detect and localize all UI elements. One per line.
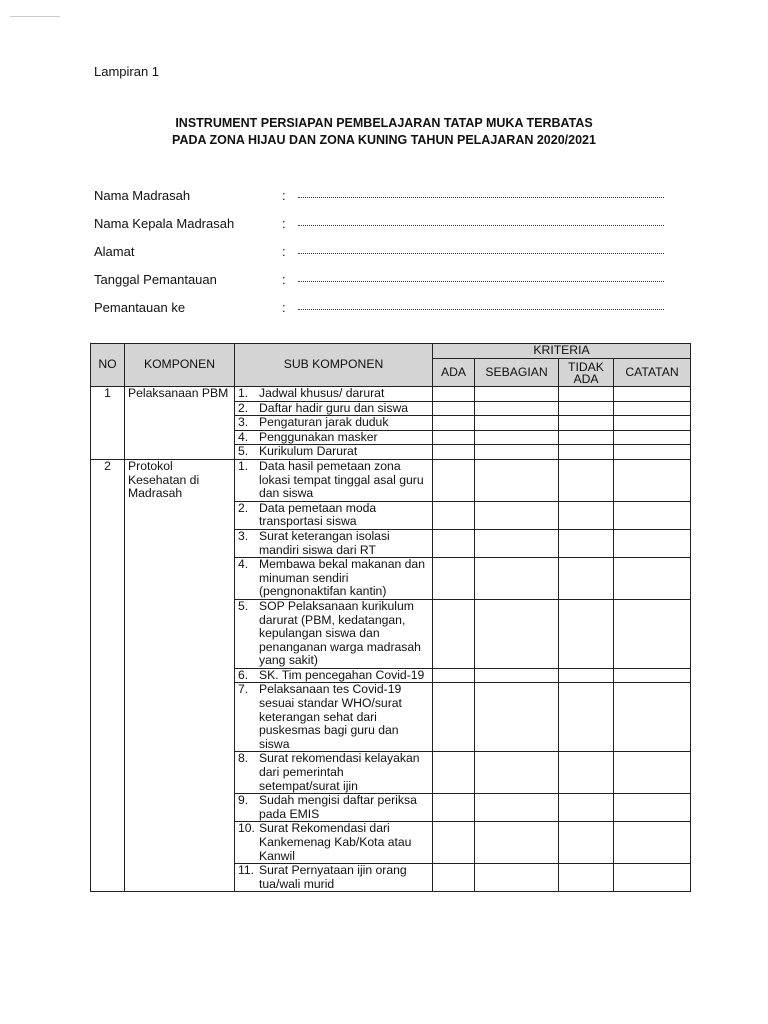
- catatan-cell[interactable]: [614, 401, 691, 416]
- sub-component-text: SK. Tim pencegahan Covid-19: [259, 667, 425, 682]
- catatan-cell[interactable]: [614, 822, 691, 864]
- criteria-sebagian-cell[interactable]: [475, 683, 559, 752]
- sub-component-number: 8.: [238, 751, 249, 766]
- table-body: [91, 387, 691, 892]
- criteria-tidak-ada-cell[interactable]: [559, 430, 614, 445]
- criteria-ada-cell[interactable]: [433, 445, 475, 460]
- sub-component-text: Pelaksanaan tes Covid-19 sesuai standar WHO/surat keterangan sehat dari puskesmas bagi guru dan siswa: [259, 682, 402, 751]
- sub-component: [235, 683, 433, 752]
- criteria-ada-cell[interactable]: [433, 558, 475, 600]
- criteria-sebagian-cell[interactable]: [475, 752, 559, 794]
- criteria-ada-cell[interactable]: [433, 416, 475, 431]
- criteria-ada-cell[interactable]: [433, 668, 475, 683]
- sub-component: [235, 794, 433, 822]
- row-number: 1: [91, 387, 125, 460]
- sub-component-text: Kurikulum Darurat: [259, 444, 358, 459]
- header-catatan: CATATAN: [614, 359, 691, 387]
- sub-component-text: Sudah mengisi daftar periksa pada EMIS: [259, 793, 417, 821]
- criteria-ada-cell[interactable]: [433, 822, 475, 864]
- sub-component-number: 2.: [238, 500, 249, 515]
- header-kriteria: KRITERIA: [433, 344, 691, 359]
- scan-mark: [10, 16, 60, 17]
- criteria-ada-cell[interactable]: [433, 459, 475, 501]
- sub-component-number: 3.: [238, 415, 249, 430]
- fill-in-line[interactable]: [298, 225, 664, 226]
- sub-component: [235, 529, 433, 557]
- catatan-cell[interactable]: [614, 416, 691, 431]
- sub-component-number: 5.: [238, 598, 249, 613]
- sub-component: [235, 668, 433, 683]
- criteria-sebagian-cell[interactable]: [475, 668, 559, 683]
- sub-component-text: Surat Pernyataan ijin orang tua/wali murid: [259, 863, 407, 891]
- sub-component-text: Jadwal khusus/ darurat: [259, 386, 385, 400]
- form-colon: :: [282, 244, 286, 259]
- criteria-sebagian-cell[interactable]: [475, 401, 559, 416]
- header-tidak-ada: TIDAK ADA: [559, 359, 614, 387]
- sub-component-text: Membawa bekal makanan dan minuman sendiri (pengnonaktifan kantin): [259, 557, 425, 599]
- sub-component: [235, 401, 433, 416]
- sub-component-text: Data hasil pemetaan zona lokasi tempat tinggal asal guru dan siswa: [259, 458, 424, 501]
- catatan-cell[interactable]: [614, 529, 691, 557]
- sub-component-number: 1.: [238, 386, 249, 400]
- criteria-sebagian-cell[interactable]: [475, 501, 559, 529]
- form-label: Alamat: [94, 244, 135, 259]
- fill-in-line[interactable]: [298, 197, 664, 198]
- criteria-sebagian-cell[interactable]: [475, 864, 559, 892]
- catatan-cell[interactable]: [614, 445, 691, 460]
- criteria-tidak-ada-cell[interactable]: [559, 822, 614, 864]
- criteria-tidak-ada-cell[interactable]: [559, 864, 614, 892]
- form-colon: :: [282, 188, 286, 203]
- form-colon: :: [282, 300, 286, 315]
- sub-component-text: Surat keterangan isolasi mandiri siswa dari RT: [259, 528, 390, 557]
- header-sebagian: SEBAGIAN: [475, 359, 559, 387]
- sub-component-number: 1.: [238, 458, 249, 473]
- criteria-sebagian-cell[interactable]: [475, 459, 559, 501]
- form-colon: :: [282, 272, 286, 287]
- table-row: [91, 387, 691, 402]
- sub-component: [235, 752, 433, 794]
- title-line-2: PADA ZONA HIJAU DAN ZONA KUNING TAHUN PELAJARAN 2020/2021: [172, 133, 596, 147]
- criteria-tidak-ada-cell[interactable]: [559, 529, 614, 557]
- sub-component: [235, 822, 433, 864]
- sub-component: [235, 445, 433, 460]
- catatan-cell[interactable]: [614, 794, 691, 822]
- criteria-ada-cell[interactable]: [433, 599, 475, 668]
- sub-component-number: 4.: [238, 429, 249, 444]
- criteria-sebagian-cell[interactable]: [475, 445, 559, 460]
- header-komponen: KOMPONEN: [125, 344, 235, 387]
- form-label: Pemantauan ke: [94, 300, 186, 315]
- criteria-tidak-ada-cell[interactable]: [559, 387, 614, 402]
- document-title: [0, 115, 768, 149]
- title-line-1: INSTRUMENT PERSIAPAN PEMBELAJARAN TATAP MUKA TERBATAS: [175, 116, 593, 130]
- sub-component: [235, 501, 433, 529]
- component-name: Pelaksanaan PBM: [125, 387, 235, 460]
- criteria-sebagian-cell[interactable]: [475, 387, 559, 402]
- criteria-tidak-ada-cell[interactable]: [559, 501, 614, 529]
- criteria-sebagian-cell[interactable]: [475, 794, 559, 822]
- form-label: Nama Madrasah: [94, 188, 191, 203]
- catatan-cell[interactable]: [614, 599, 691, 668]
- fill-in-line[interactable]: [298, 253, 664, 254]
- sub-component-text: Daftar hadir guru dan siswa: [259, 400, 409, 415]
- criteria-ada-cell[interactable]: [433, 864, 475, 892]
- sub-component-number: 9.: [238, 793, 249, 808]
- criteria-ada-cell[interactable]: [433, 752, 475, 794]
- sub-component-number: 3.: [238, 528, 249, 543]
- sub-component-number: 4.: [238, 557, 249, 572]
- sub-component: [235, 864, 433, 892]
- criteria-sebagian-cell[interactable]: [475, 416, 559, 431]
- criteria-ada-cell[interactable]: [433, 430, 475, 445]
- component-name: Protokol Kesehatan di Madrasah: [125, 459, 235, 891]
- instrument-table: [90, 343, 691, 892]
- form-colon: :: [282, 216, 286, 231]
- criteria-sebagian-cell[interactable]: [475, 430, 559, 445]
- sub-component-text: Surat rekomendasi kelayakan dari pemerintah setempat/surat ijin: [259, 751, 420, 793]
- header-sub-komponen: SUB KOMPONEN: [235, 344, 433, 387]
- catatan-cell[interactable]: [614, 864, 691, 892]
- criteria-sebagian-cell[interactable]: [475, 529, 559, 557]
- criteria-tidak-ada-cell[interactable]: [559, 459, 614, 501]
- criteria-ada-cell[interactable]: [433, 683, 475, 752]
- sub-component-text: Pengaturan jarak duduk: [259, 415, 389, 430]
- criteria-ada-cell[interactable]: [433, 401, 475, 416]
- criteria-tidak-ada-cell[interactable]: [559, 683, 614, 752]
- sub-component: [235, 459, 433, 501]
- criteria-ada-cell[interactable]: [433, 529, 475, 557]
- criteria-sebagian-cell[interactable]: [475, 558, 559, 600]
- attachment-label: Lampiran 1: [94, 64, 160, 79]
- sub-component-number: 2.: [238, 400, 249, 415]
- sub-component-text: Penggunakan masker: [259, 429, 378, 444]
- criteria-tidak-ada-cell[interactable]: [559, 558, 614, 600]
- catatan-cell[interactable]: [614, 387, 691, 402]
- criteria-tidak-ada-cell[interactable]: [559, 445, 614, 460]
- criteria-ada-cell[interactable]: [433, 794, 475, 822]
- header-ada: ADA: [433, 359, 475, 387]
- criteria-sebagian-cell[interactable]: [475, 822, 559, 864]
- row-number: 2: [91, 459, 125, 891]
- sub-component-text: Data pemetaan moda transportasi siswa: [259, 500, 377, 529]
- criteria-ada-cell[interactable]: [433, 501, 475, 529]
- criteria-sebagian-cell[interactable]: [475, 599, 559, 668]
- sub-component: [235, 558, 433, 600]
- criteria-tidak-ada-cell[interactable]: [559, 794, 614, 822]
- sub-component: [235, 387, 433, 402]
- sub-component: [235, 430, 433, 445]
- sub-component: [235, 599, 433, 668]
- catatan-cell[interactable]: [614, 668, 691, 683]
- form-label: Nama Kepala Madrasah: [94, 216, 235, 231]
- catatan-cell[interactable]: [614, 501, 691, 529]
- criteria-tidak-ada-cell[interactable]: [559, 416, 614, 431]
- criteria-ada-cell[interactable]: [433, 387, 475, 402]
- criteria-tidak-ada-cell[interactable]: [559, 668, 614, 683]
- criteria-tidak-ada-cell[interactable]: [559, 401, 614, 416]
- fill-in-line[interactable]: [298, 309, 664, 310]
- sub-component-number: 5.: [238, 444, 249, 459]
- fill-in-line[interactable]: [298, 281, 664, 282]
- sub-component-text: SOP Pelaksanaan kurikulum darurat (PBM, kedatangan, kepulangan siswa dan penanganan warga madrasah yang sakit): [259, 598, 421, 668]
- sub-component-number: 10.: [238, 821, 255, 836]
- catatan-cell[interactable]: [614, 752, 691, 794]
- form-label: Tanggal Pemantauan: [94, 272, 217, 287]
- table-row: [91, 459, 691, 501]
- catatan-cell[interactable]: [614, 459, 691, 501]
- sub-component-number: 11.: [238, 863, 255, 878]
- criteria-tidak-ada-cell[interactable]: [559, 599, 614, 668]
- sub-component-number: 6.: [238, 667, 249, 682]
- criteria-tidak-ada-cell[interactable]: [559, 752, 614, 794]
- sub-component-text: Surat Rekomendasi dari Kankemenag Kab/Kota atau Kanwil: [259, 821, 412, 863]
- header-no: NO: [91, 344, 125, 387]
- sub-component-number: 7.: [238, 682, 249, 697]
- catatan-cell[interactable]: [614, 683, 691, 752]
- catatan-cell[interactable]: [614, 558, 691, 600]
- catatan-cell[interactable]: [614, 430, 691, 445]
- sub-component: [235, 416, 433, 431]
